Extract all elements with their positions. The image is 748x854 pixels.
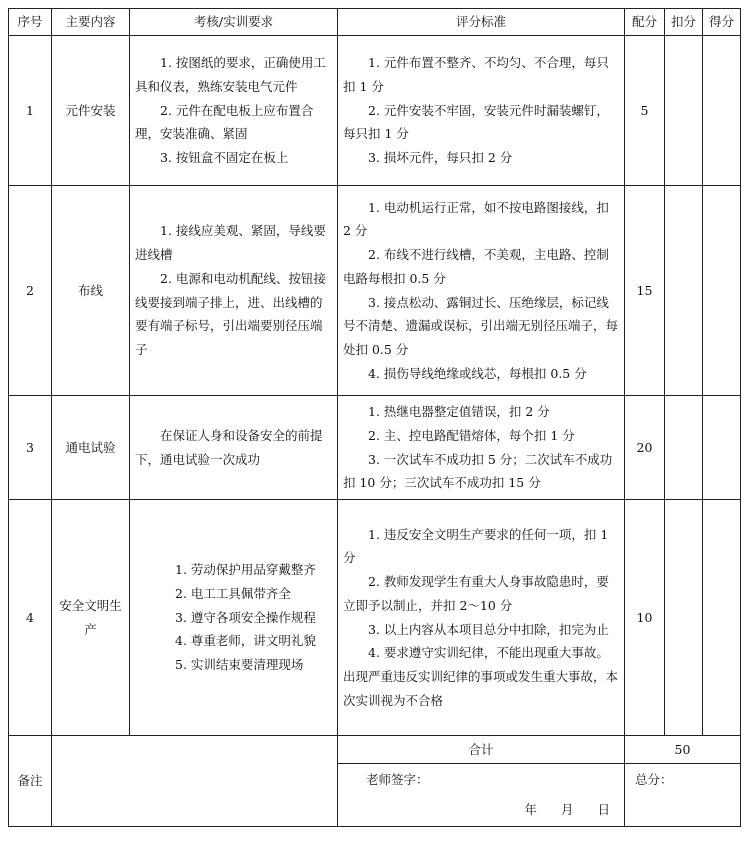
- total-score-field[interactable]: [625, 764, 741, 827]
- requirement-line: 2. 元件在配电板上应布置合理，安装准确、紧固: [135, 102, 314, 142]
- header-criteria: 评分标准: [338, 9, 625, 36]
- row-criteria: [338, 36, 625, 186]
- header-score: 得分: [703, 9, 741, 36]
- row-requirements: [130, 396, 338, 500]
- date-month-label: 月: [560, 802, 574, 818]
- criteria-line: 3. 一次试车不成功扣 5 分；二次试车不成功扣 10 分；三次试车不成功扣 15 分: [343, 451, 613, 491]
- table-row: [9, 396, 741, 500]
- header-requirement: 考核/实训要求: [130, 9, 338, 36]
- requirement-line: 5. 实训结束要清理现场: [175, 657, 304, 673]
- requirement-line: 4. 尊重老师，讲文明礼貌: [175, 633, 316, 649]
- signature-date: [504, 798, 610, 822]
- criteria-line: 2. 教师发现学生有重大人身事故隐患时，要立即予以制止，并扣 2～10 分: [343, 574, 609, 613]
- row-no: 1: [9, 36, 52, 186]
- evaluation-sheet: [8, 8, 740, 846]
- row-item: 布线: [52, 186, 130, 396]
- requirement-line: 1. 劳动保护用品穿戴整齐: [175, 562, 316, 578]
- criteria-line: 3. 接点松动、露铜过长、压绝缘层，标记线号不清楚、遗漏或误标，引出端无别径压端子，每处扣 0.5 分: [343, 294, 619, 357]
- remark-field[interactable]: [52, 736, 338, 827]
- total-score-label: 总分：: [635, 772, 673, 787]
- row-item: 通电试验: [52, 396, 130, 500]
- row-deduct-cell: [665, 36, 703, 186]
- row-deduct-cell: [665, 500, 703, 736]
- requirement-line: 在保证人身和设备安全的前提下，通电试验一次成功: [135, 427, 323, 467]
- criteria-line: 1. 元件布置不整齐、不均匀、不合理，每只扣 1 分: [343, 55, 609, 94]
- teacher-signature-label: 老师签字：: [366, 772, 429, 787]
- teacher-signature-field[interactable]: [338, 764, 625, 827]
- row-score-cell: [703, 186, 741, 396]
- header-points: 配分: [625, 9, 665, 36]
- requirement-line: 1. 接线应美观、紧固，导线要进线槽: [135, 223, 326, 262]
- row-points: 15: [625, 186, 665, 396]
- row-no: 4: [9, 500, 52, 736]
- row-score-cell: [703, 500, 741, 736]
- row-points: 5: [625, 36, 665, 186]
- row-score-cell: [703, 36, 741, 186]
- criteria-line: 3. 以上内容从本项目总分中扣除，扣完为止: [368, 621, 609, 637]
- criteria-line: 4. 要求遵守实训纪律，不能出现重大事故。出现严重违反实训纪律的事项或发生重大事故，本次实训视为不合格: [343, 645, 619, 708]
- requirement-line: 3. 按钮盒不固定在板上: [160, 150, 289, 166]
- criteria-line: 2. 布线不进行线槽，不美观，主电路、控制电路每根扣 0.5 分: [343, 247, 609, 286]
- header-deduct: 扣分: [665, 9, 703, 36]
- row-no: 3: [9, 396, 52, 500]
- row-criteria: [338, 500, 625, 736]
- criteria-line: 3. 损坏元件，每只扣 2 分: [368, 150, 513, 166]
- criteria-line: 1. 违反安全文明生产要求的任何一项，扣 1 分: [343, 526, 609, 566]
- criteria-line: 2. 主、控电路配错熔体，每个扣 1 分: [368, 427, 575, 443]
- header-item: 主要内容: [52, 9, 130, 36]
- total-value: 50: [625, 736, 741, 764]
- row-score-cell: [703, 396, 741, 500]
- row-requirements: [130, 36, 338, 186]
- requirement-line: 2. 电工工具佩带齐全: [175, 585, 291, 601]
- requirement-line: 2. 电源和电动机配线、按钮接线要接到端子排上，进、出线槽的要有端子标号，引出端要别径压端子: [135, 270, 326, 357]
- requirement-line: 1. 按图纸的要求，正确使用工具和仪表，熟练安装电气元件: [135, 55, 326, 94]
- criteria-line: 2. 元件安装不牢固，安装元件时漏装螺钉，每只扣 1 分: [343, 102, 609, 142]
- row-no: 2: [9, 186, 52, 396]
- table-row: [9, 500, 741, 736]
- criteria-line: 1. 电动机运行正常，如不按电路图接线，扣 2 分: [343, 199, 609, 239]
- requirement-line: 3. 遵守各项安全操作规程: [175, 609, 316, 625]
- evaluation-table: [8, 8, 741, 827]
- row-requirements: [130, 500, 338, 736]
- table-row: [9, 186, 741, 396]
- total-row: [9, 736, 741, 764]
- row-points: 20: [625, 396, 665, 500]
- date-year-label: 年: [524, 802, 537, 818]
- row-item: 安全文明生产: [52, 500, 130, 736]
- row-criteria: [338, 396, 625, 500]
- criteria-line: 1. 热继电器整定值错误，扣 2 分: [368, 404, 550, 419]
- row-points: 10: [625, 500, 665, 736]
- row-deduct-cell: [665, 186, 703, 396]
- row-item: 元件安装: [52, 36, 130, 186]
- header-no: 序号: [9, 9, 52, 36]
- row-criteria: [338, 186, 625, 396]
- row-deduct-cell: [665, 396, 703, 500]
- remark-label: 备注: [9, 736, 52, 827]
- total-label: 合计: [338, 736, 625, 764]
- row-requirements: [130, 186, 338, 396]
- date-day-label: 日: [597, 802, 610, 818]
- table-row: [9, 36, 741, 186]
- criteria-line: 4. 损伤导线绝缘或线芯，每根扣 0.5 分: [368, 365, 587, 381]
- header-row: [9, 9, 741, 36]
